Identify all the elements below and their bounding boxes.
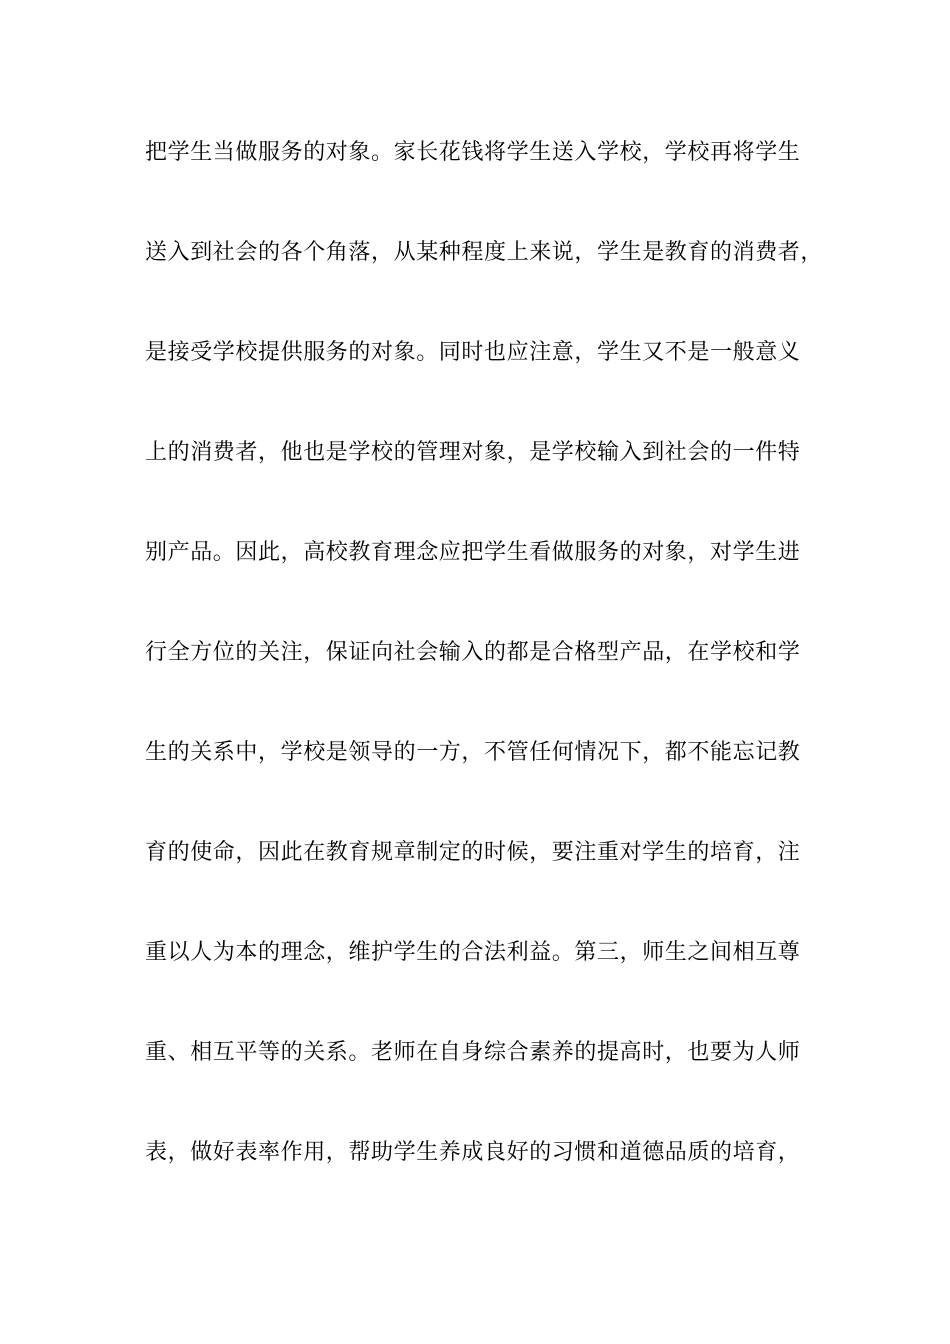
text-line: 重以人为本的理念，维护学生的合法利益。第三，师生之间相互尊	[145, 940, 801, 965]
text-line: 别产品。因此，高校教育理念应把学生看做服务的对象，对学生进	[145, 540, 801, 565]
text-line: 行全方位的关注，保证向社会输入的都是合格型产品，在学校和学	[145, 640, 801, 665]
text-line: 重、相互平等的关系。老师在自身综合素养的提高时，也要为人师	[145, 1040, 801, 1065]
text-line: 上的消费者，他也是学校的管理对象，是学校输入到社会的一件特	[145, 440, 801, 465]
text-line: 育的使命，因此在教育规章制定的时候，要注重对学生的培育，注	[145, 840, 801, 865]
body-paragraph	[145, 134, 825, 1234]
text-line: 把学生当做服务的对象。家长花钱将学生送入学校，学校再将学生	[145, 140, 801, 165]
text-line: 是接受学校提供服务的对象。同时也应注意，学生又不是一般意义	[145, 340, 801, 365]
text-line: 生的关系中，学校是领导的一方，不管任何情况下，都不能忘记教	[145, 740, 801, 765]
text-line: 送入到社会的各个角落，从某种程度上来说，学生是教育的消费者，	[145, 240, 824, 265]
text-line: 表，做好表率作用，帮助学生养成良好的习惯和道德品质的培育，	[145, 1140, 801, 1165]
